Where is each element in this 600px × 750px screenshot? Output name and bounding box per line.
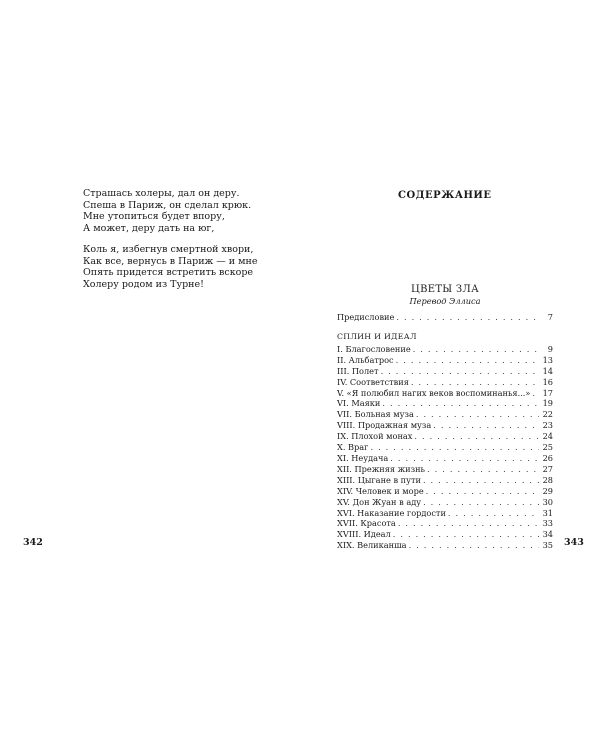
toc-leader-dots	[532, 388, 539, 399]
toc-leader-dots	[382, 398, 539, 409]
toc-leader-dots	[398, 518, 539, 529]
toc-entry-page: 27	[542, 463, 553, 474]
toc-entry-label: IV. Соответствия	[337, 376, 409, 387]
toc-entry	[337, 540, 553, 551]
poem-stanza	[83, 188, 283, 234]
toc-entry-page: 31	[542, 507, 553, 518]
poem-line: Мне утопиться будет впору,	[83, 211, 225, 222]
toc-entry	[337, 366, 553, 377]
toc-entry-label: III. Полет	[337, 365, 379, 376]
toc-entry-page: 28	[542, 474, 553, 485]
toc-entry-label: XVIII. Идеал	[337, 529, 391, 540]
poem	[83, 188, 283, 300]
poem-line: Холеру родом из Турне!	[83, 278, 204, 290]
toc-entry-page: 13	[542, 354, 553, 365]
toc-entry-page: 29	[542, 485, 553, 496]
toc-entry-label: IX. Плохой монах	[337, 431, 413, 442]
toc-heading: СОДЕРЖАНИЕ	[398, 190, 492, 201]
toc-leader-dots	[423, 497, 539, 508]
toc-entry	[337, 508, 553, 519]
toc-leader-dots	[393, 529, 539, 540]
toc-entry-label: XIV. Человек и море	[337, 485, 424, 496]
subsection-title: СПЛИН И ИДЕАЛ	[337, 331, 417, 341]
poem-line: Как все, вернусь в Париж — и мне	[83, 255, 258, 267]
toc-entry-label: VIII. Продажная муза	[337, 420, 432, 431]
toc-leader-dots	[370, 442, 539, 453]
toc-entry	[337, 529, 553, 540]
toc-entry-label: Предисловие	[337, 312, 395, 322]
toc-entry-preface	[337, 312, 553, 323]
toc-entry-page: 19	[542, 398, 553, 409]
toc-entry-label: XIII. Цыгане в пути	[337, 474, 421, 485]
toc-leader-dots	[390, 453, 539, 464]
toc-entry	[337, 409, 553, 420]
toc-entry-page: 30	[542, 496, 553, 507]
toc-entry-page: 17	[542, 387, 553, 398]
poem-line: Коль я, избегнув смертной хвори,	[83, 244, 254, 255]
poem-line: А может, деру дать на юг,	[83, 222, 215, 234]
toc-entry	[337, 475, 553, 486]
toc-leader-dots	[411, 377, 539, 388]
toc-entry-label: XV. Дон Жуан в аду	[337, 496, 422, 507]
toc-entry-page: 26	[542, 452, 553, 463]
toc-entry-page: 25	[542, 442, 553, 453]
right-page	[300, 0, 600, 750]
toc-entry	[337, 377, 553, 388]
section-subtitle: Перевод Эллиса	[409, 296, 481, 306]
toc-leader-dots	[423, 475, 539, 486]
toc-entry-label: XVII. Красота	[337, 518, 396, 529]
toc-entry-label: XIX. Великанша	[337, 540, 407, 551]
toc-entry	[337, 398, 553, 409]
toc-leader-dots	[448, 508, 539, 519]
toc-entry-label: XVI. Наказание гордости	[337, 507, 446, 518]
toc-entry-page: 14	[542, 365, 553, 376]
toc-entry-page: 34	[542, 529, 553, 540]
toc-entry-label: XII. Прежняя жизнь	[337, 463, 426, 474]
toc-entry-page: 22	[542, 409, 553, 420]
toc-entry-page: 35	[542, 540, 553, 551]
toc-leader-dots	[433, 420, 539, 431]
toc-entry-page: 9	[547, 343, 553, 354]
toc-entry	[337, 420, 553, 431]
toc-leader-dots	[427, 464, 539, 475]
section-title: ЦВЕТЫ ЗЛА	[411, 284, 479, 295]
toc-leader-dots	[414, 431, 539, 442]
toc-entry	[337, 453, 553, 464]
toc-entry-page: 24	[542, 431, 553, 442]
toc-entry-label: I. Благословение	[337, 343, 411, 354]
toc-entry-label: V. «Я полюбил нагих веков воспоминанья...»	[337, 387, 531, 398]
toc-entry-page: 23	[542, 420, 553, 431]
toc-leader-dots	[413, 344, 539, 355]
poem-line: Опять придется встретить вскоре	[83, 267, 254, 278]
toc-entry-label: VII. Больная муза	[337, 409, 414, 420]
toc-entry-label: VI. Маяки	[337, 398, 381, 409]
toc-entry	[337, 344, 553, 355]
toc-entry-label: II. Альбатрос	[337, 354, 394, 365]
toc-entry	[337, 497, 553, 508]
toc-entry-page: 33	[542, 518, 553, 529]
toc-leader-dots	[381, 366, 539, 377]
toc-leader-dots	[416, 409, 539, 420]
table-of-contents	[337, 284, 553, 551]
toc-leader-dots	[409, 540, 539, 551]
toc-leader-dots	[396, 312, 539, 323]
toc-entry	[337, 388, 553, 399]
toc-entry	[337, 464, 553, 475]
toc-leader-dots	[426, 486, 539, 497]
toc-entry-page: 16	[542, 376, 553, 387]
toc-entry	[337, 518, 553, 529]
toc-entry	[337, 355, 553, 366]
toc-entry	[337, 442, 553, 453]
poem-line: Страшась холеры, дал он деру.	[83, 188, 240, 199]
poem-line: Спеша в Париж, он сделал крюк.	[83, 199, 252, 211]
page-number-right: 343	[564, 537, 584, 548]
poem-stanza	[83, 244, 283, 290]
toc-entry-label: X. Враг	[337, 442, 369, 453]
toc-leader-dots	[396, 355, 539, 366]
toc-entry-page: 7	[547, 312, 553, 322]
toc-entry-label: XI. Неудача	[337, 452, 389, 463]
toc-entries	[337, 344, 553, 551]
page-number-left: 342	[23, 537, 43, 548]
toc-entry	[337, 431, 553, 442]
toc-entry	[337, 486, 553, 497]
